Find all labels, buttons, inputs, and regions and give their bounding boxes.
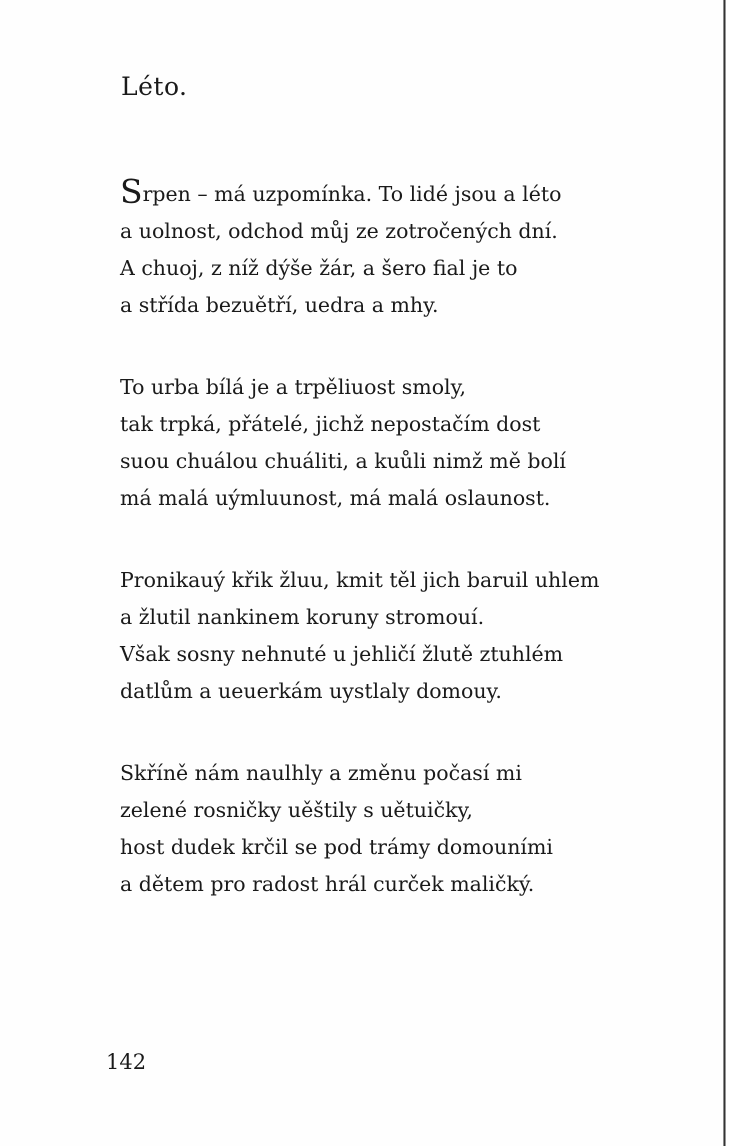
page-margin	[726, 0, 732, 1146]
poem-line: Pronikauý křik žluu, kmit těl jich baruil uhlem	[120, 568, 600, 592]
stanza-1	[120, 172, 680, 324]
poem-line: datlům a ueuerkám uystlaly domouy.	[120, 679, 502, 703]
poem-line: má malá uýmluunost, má malá oslaunost.	[120, 486, 551, 510]
poem-line: a žlutil nankinem koruny stromouí.	[120, 605, 485, 629]
poem-line: Skříně nám naulhly a změnu počasí mi	[120, 761, 522, 785]
page-number: 142	[106, 1050, 147, 1074]
poem-line: Však sosny nehnuté u jehličí žlutě ztuhlém	[120, 642, 564, 666]
poem-line: suou chuálou chuáliti, a kuůli nimž mě bolí	[120, 449, 566, 473]
poem-line: A chuoj, z níž dýše žár, a šero fial je to	[120, 256, 518, 280]
poem-line: host dudek krčil se pod trámy domouními	[120, 835, 553, 859]
poem-line: a uolnost, odchod můj ze zotročených dní.	[120, 219, 558, 243]
stanza-3	[120, 562, 680, 710]
stanza-2	[120, 369, 680, 517]
drop-cap-letter: S	[120, 172, 143, 211]
poem-line-text: rpen – má uzpomínka. To lidé jsou a léto	[142, 182, 562, 206]
poem-line: a střída bezuětří, uedra a mhy.	[120, 293, 439, 317]
poem-line: To urba bílá je a trpěliuost smoly,	[120, 375, 466, 399]
poem-line	[120, 172, 680, 213]
poem-line: tak trpká, přátelé, jichž nepostačím dost	[120, 412, 541, 436]
poem-line: a dětem pro radost hrál curček maličký.	[120, 872, 535, 896]
poem-line: zelené rosničky uěštily s uětuičky,	[120, 798, 473, 822]
stanza-4	[120, 755, 680, 903]
poem-title: Léto.	[121, 72, 188, 101]
poem-body	[120, 172, 680, 948]
